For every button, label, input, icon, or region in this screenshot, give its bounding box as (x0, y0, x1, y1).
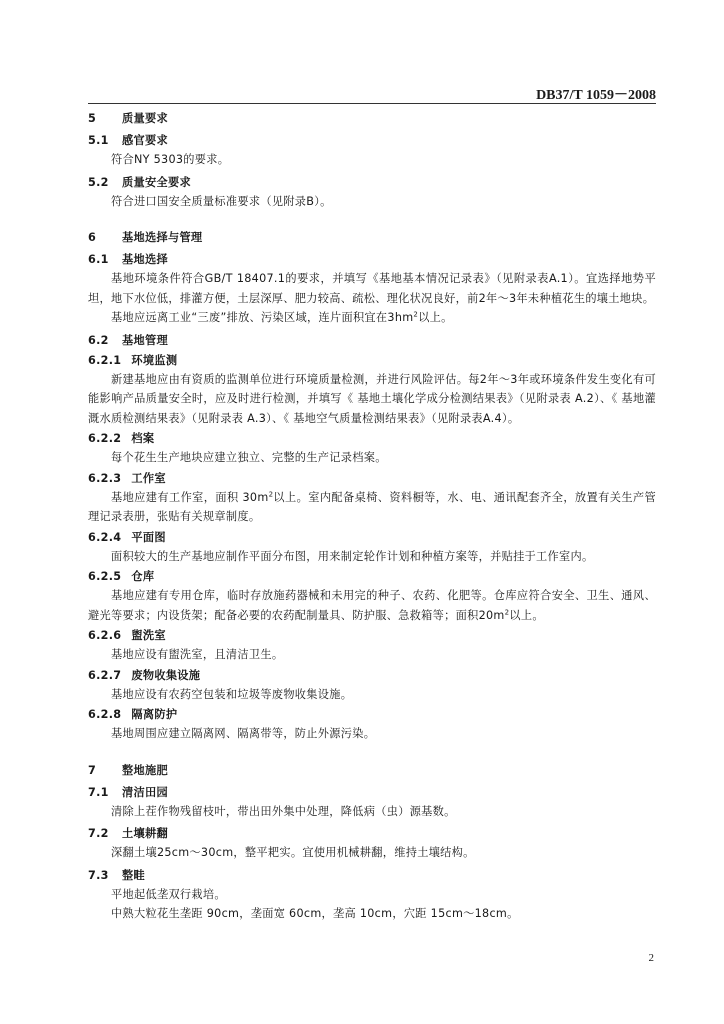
section-title: 质量要求 (122, 112, 168, 125)
page-number: 2 (648, 952, 654, 964)
paragraph (88, 843, 656, 863)
paragraph-text: 每个花生生产地块应建立独立、完整的生产记录档案。 (111, 451, 387, 464)
paragraph (88, 885, 656, 905)
section-number: 6.2.2 (88, 432, 122, 445)
paragraph-text: 平地起低垄双行栽培。 (111, 887, 226, 901)
paragraph-text: 基地应建有专用仓库，临时存放施药器械和未用完的种子、农药、化肥等。仓库应符合安全、卫生、通风、避光等要求；内设货架；配备必要的农药配制量具、防护服、急救箱等；面积20m (88, 589, 656, 622)
section-title: 废物收集设施 (131, 668, 201, 682)
paragraph (88, 645, 656, 665)
paragraph-text: 深翻土壤25cm～30cm，整平耙实。宜使用机械耕翻，维持土壤结构。 (111, 846, 475, 859)
section-title: 基地选择 (122, 253, 168, 266)
section-title: 隔离防护 (131, 708, 178, 721)
section-heading (88, 706, 656, 724)
paragraph-text: 基地应建有工作室，面积 30m (111, 490, 269, 504)
section-number: 6.2.6 (88, 629, 122, 642)
section-number: 7.1 (88, 785, 109, 799)
section-heading (88, 470, 656, 488)
section-number: 6.2.4 (88, 530, 122, 544)
section-number: 5.1 (88, 134, 109, 147)
section-title: 感官要求 (122, 134, 168, 147)
paragraph-text: 新建基地应由有资质的监测单位进行环境质量检测，并进行风险评估。每2年～3年或环境条件发生变化有可能影响产品质量安全时，应及时进行检测，并填写《 基地土壤化学成分检测结果表》（见附录表 A.2）、《 基地灌溉水质检测结果表》（见附录表 A.3）、《 基地空气质量检测结果表》（见附录表A.4）。 (88, 372, 656, 425)
section-title: 平面图 (131, 530, 166, 544)
section-title: 质量安全要求 (122, 175, 191, 189)
paragraph-text: 基地环境条件符合GB/T 18407.1的要求，并填写《基地基本情况记录表》（见附录表A.1）。宜选择地势平坦，地下水位低，排灌方便，土层深厚、肥力较高、疏松、理化状况良好，前2年～3年未种植花生的壤土地块。 (88, 272, 656, 305)
paragraph (88, 547, 656, 567)
section-title: 整地施肥 (122, 763, 168, 777)
section-heading (88, 667, 656, 685)
section-number: 6.2.3 (88, 471, 122, 485)
paragraph-text: 基地应设有农药空包装和垃圾等废物收集设施。 (111, 687, 353, 701)
paragraph (88, 269, 656, 308)
section-heading (88, 627, 656, 645)
section-number: 6.2 (88, 333, 109, 347)
section-title: 基地选择与管理 (122, 231, 203, 244)
section-heading (88, 352, 656, 370)
section-number: 7 (88, 763, 97, 777)
section-heading (88, 762, 656, 780)
section-number: 6.2.7 (88, 668, 122, 682)
paragraph (88, 904, 656, 924)
paragraph (88, 802, 656, 822)
paragraph-text: 基地应远离工业“三废”排放、污染区域，连片面积宜在3hm (111, 311, 414, 324)
superscript: 2 (268, 489, 274, 498)
section-title: 整畦 (122, 868, 145, 882)
paragraph (88, 150, 656, 170)
paragraph-text: 基地周围应建立隔离网、隔离带等，防止外源污染。 (111, 727, 376, 740)
paragraph-text: 中熟大粒花生垄距 90cm，垄面宽 60cm，垄高 10cm，穴距 15cm～18cm。 (111, 907, 519, 920)
section-number: 5 (88, 112, 97, 125)
paragraph-text: 面积较大的生产基地应制作平面分布图，用来制定轮作计划和种植方案等，并贴挂于工作室内。 (111, 549, 594, 563)
section-number: 5.2 (88, 175, 109, 189)
section-number: 7.3 (88, 868, 109, 882)
section-heading (88, 430, 656, 448)
paragraph-text: 基地应设有盥洗室，且清洁卫生。 (111, 648, 284, 661)
paragraph-text: 清除上茬作物残留枝叶，带出田外集中处理，降低病（虫）源基数。 (111, 804, 456, 818)
document-body (88, 110, 656, 924)
paragraph (88, 448, 656, 468)
paragraph-text: 符合NY 5303的要求。 (111, 153, 230, 166)
header-divider (88, 103, 656, 104)
section-title: 盥洗室 (131, 629, 166, 642)
section-title: 仓库 (131, 570, 155, 583)
paragraph-text-after: 以上。 (418, 311, 453, 324)
section-heading (88, 568, 656, 586)
standard-code: DB37/T 1059－2008 (536, 88, 656, 103)
paragraph (88, 370, 656, 429)
section-title: 档案 (131, 432, 155, 445)
section-title: 工作室 (131, 471, 166, 485)
section-number: 6 (88, 231, 97, 244)
section-heading (88, 867, 656, 885)
paragraph-text-after: 以上。 (509, 608, 544, 622)
section-heading (88, 529, 656, 547)
section-heading (88, 784, 656, 802)
section-heading (88, 332, 656, 350)
section-heading (88, 229, 656, 247)
section-title: 清洁田园 (122, 785, 168, 799)
section-title: 基地管理 (122, 333, 168, 347)
paragraph (88, 586, 656, 625)
paragraph-text: 符合进口国安全质量标准要求（见附录B）。 (111, 194, 332, 208)
section-number: 7.2 (88, 827, 109, 840)
paragraph (88, 488, 656, 527)
section-number: 6.2.1 (88, 353, 122, 367)
section-heading (88, 825, 656, 843)
section-title: 土壤耕翻 (122, 827, 168, 840)
paragraph (88, 724, 656, 744)
section-heading (88, 174, 656, 192)
superscript: 2 (504, 607, 510, 616)
superscript: 2 (413, 310, 419, 319)
section-heading (88, 132, 656, 150)
paragraph (88, 192, 656, 212)
section-number: 6.2.5 (88, 570, 122, 583)
section-title: 环境监测 (131, 353, 178, 367)
section-heading (88, 251, 656, 269)
paragraph (88, 308, 656, 328)
section-number: 6.2.8 (88, 708, 122, 721)
section-number: 6.1 (88, 253, 109, 266)
paragraph-text-after: 以上。室内配备桌椅、资料橱等，水、电、通讯配套齐全，放置有关生产管理记录表册，张贴有关规章制度。 (88, 490, 656, 523)
paragraph (88, 685, 656, 705)
section-heading (88, 110, 656, 128)
